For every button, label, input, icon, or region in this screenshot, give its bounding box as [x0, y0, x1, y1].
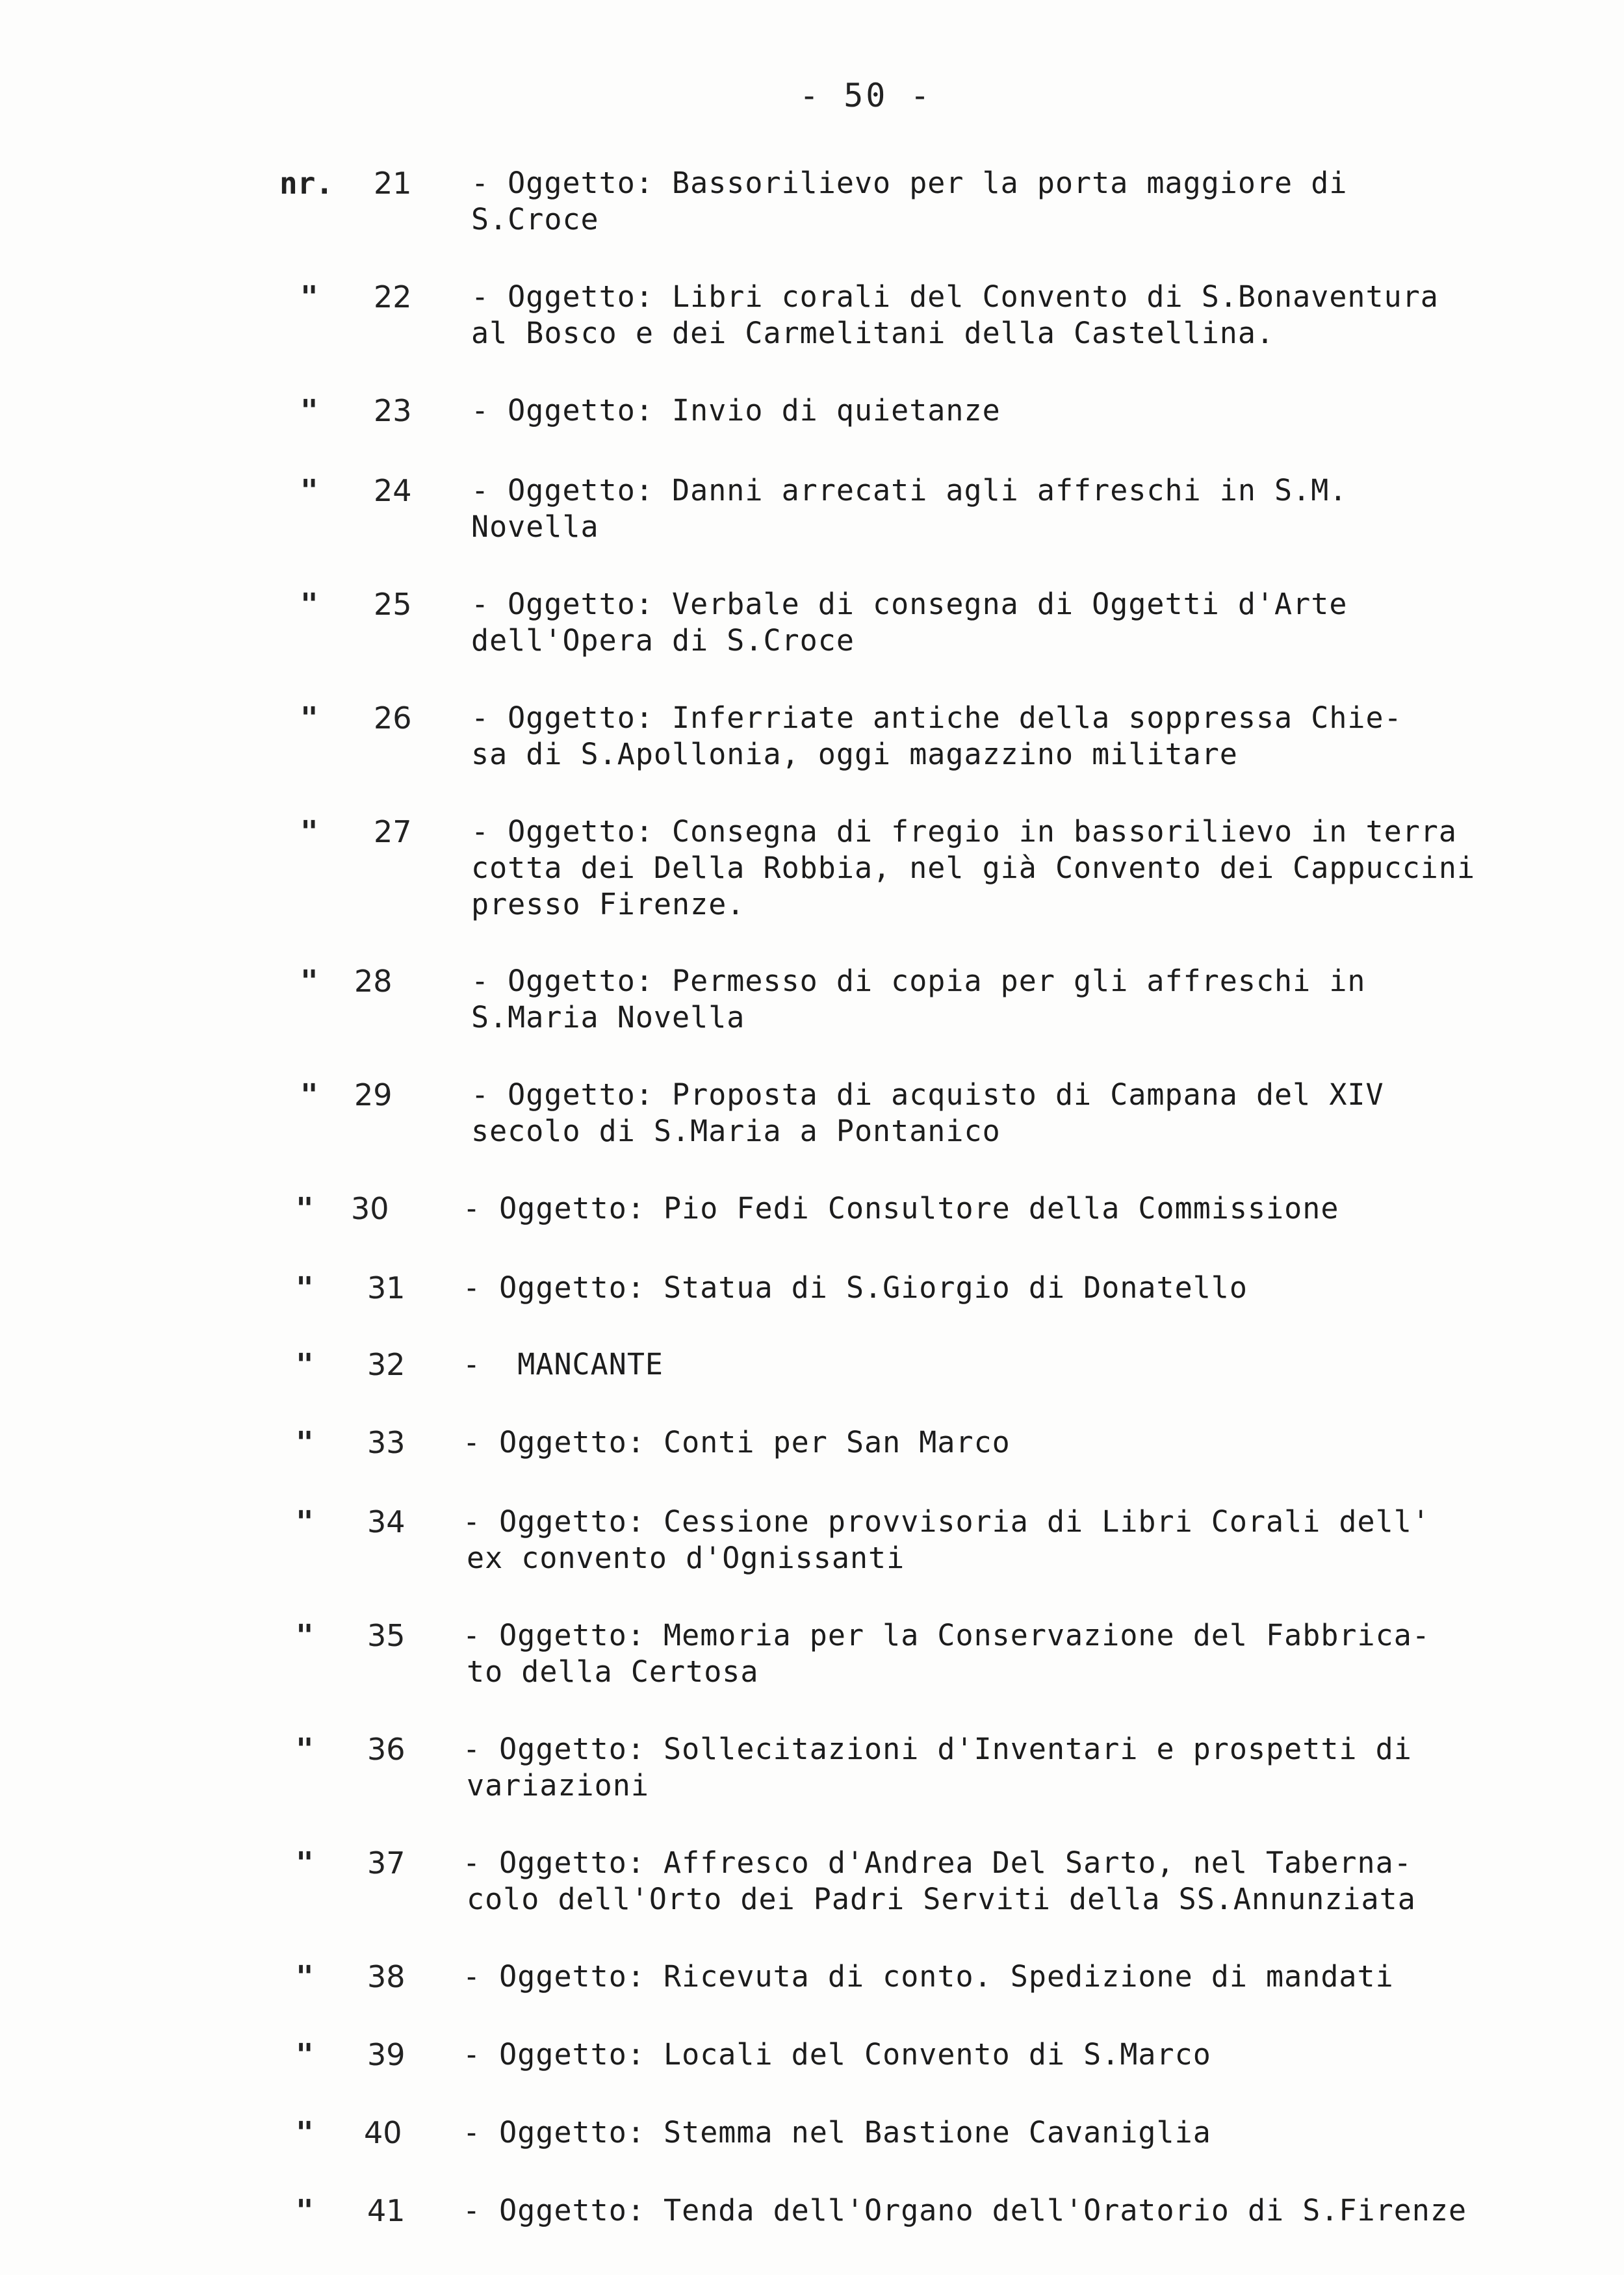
entry-subject: - Oggetto: Libri corali del Convento di S.Bonaventura — [471, 279, 1439, 314]
ditto-mark: " — [296, 1191, 314, 1226]
entry-subject-continuation: cotta dei Della Robbia, nel già Convento dei Cappuccini — [471, 851, 1476, 885]
entry-subject: - Oggetto: Affresco d'Andrea Del Sarto, nel Taberna- — [463, 1845, 1412, 1880]
entry-number: 24 — [374, 473, 412, 508]
ditto-mark: " — [300, 587, 318, 622]
entry-number: 36 — [367, 1732, 406, 1767]
ditto-mark: " — [296, 1270, 314, 1305]
entry-subject: - Oggetto: Stemma nel Bastione Cavaniglia — [463, 2115, 1211, 2150]
entry-number: 21 — [374, 166, 412, 201]
entry-subject: - Oggetto: Locali del Convento di S.Marco — [463, 2037, 1211, 2072]
entry-subject: - MANCANTE — [463, 1347, 664, 1382]
entry-number: 27 — [374, 814, 412, 849]
entry-subject: - Oggetto: Memoria per la Conservazione del Fabbrica- — [463, 1618, 1430, 1652]
ditto-mark: " — [296, 1347, 314, 1382]
entry-number: 38 — [367, 1959, 406, 1994]
entry-subject-continuation: variazioni — [467, 1768, 649, 1803]
entry-number: 23 — [374, 393, 412, 428]
ditto-mark: " — [296, 2115, 314, 2150]
entry-subject-continuation: S.Maria Novella — [471, 1000, 745, 1035]
ditto-mark: " — [296, 2037, 314, 2072]
ditto-mark: " — [296, 1732, 314, 1767]
entry-number: 39 — [367, 2037, 406, 2072]
entry-number: 22 — [374, 279, 412, 315]
entry-subject-continuation: sa di S.Apollonia, oggi magazzino militare — [471, 737, 1238, 771]
entry-subject: - Oggetto: Statua di S.Giorgio di Donatello — [463, 1270, 1248, 1305]
entry-number: 31 — [367, 1270, 406, 1305]
entry-number: 28 — [354, 964, 393, 999]
ditto-mark: " — [300, 1077, 318, 1112]
entry-number: 33 — [367, 1425, 406, 1460]
ditto-mark: " — [300, 814, 318, 849]
entry-subject-continuation: dell'Opera di S.Croce — [471, 623, 855, 658]
ditto-mark: " — [296, 1504, 314, 1539]
entry-subject-continuation: presso Firenze. — [471, 887, 745, 921]
ditto-mark: " — [300, 700, 318, 736]
entry-number: 29 — [354, 1077, 393, 1112]
page-number: - 50 - — [799, 77, 933, 114]
entry-subject: - Oggetto: Invio di quietanze — [471, 393, 1001, 428]
ditto-mark: " — [300, 473, 318, 508]
entry-subject: - Oggetto: Tenda dell'Organo dell'Oratorio di S.Firenze — [463, 2193, 1467, 2228]
entry-subject-continuation: colo dell'Orto dei Padri Serviti della SS.Annunziata — [467, 1882, 1416, 1916]
entry-subject: - Oggetto: Sollecitazioni d'Inventari e prospetti di — [463, 1732, 1412, 1766]
entry-number: 35 — [367, 1618, 406, 1653]
entry-subject: - Oggetto: Pio Fedi Consultore della Commissione — [463, 1191, 1339, 1226]
entry-subject-continuation: to della Certosa — [467, 1654, 759, 1689]
entry-subject: - Oggetto: Danni arrecati agli affreschi in S.M. — [471, 473, 1348, 508]
entry-subject-continuation: al Bosco e dei Carmelitani della Castellina. — [471, 316, 1275, 350]
entry-subject-continuation: S.Croce — [471, 202, 599, 237]
entry-subject: - Oggetto: Bassorilievo per la porta maggiore di — [471, 166, 1348, 200]
ditto-mark: " — [296, 1959, 314, 1994]
entry-subject: - Oggetto: Cessione provvisoria di Libri Corali dell' — [463, 1504, 1430, 1539]
entry-subject: - Oggetto: Consegna di fregio in bassorilievo in terra — [471, 814, 1457, 849]
entry-subject-continuation: Novella — [471, 509, 599, 544]
entry-number: 32 — [367, 1347, 406, 1382]
entry-number: 34 — [367, 1504, 406, 1539]
entry-number: 41 — [367, 2193, 406, 2228]
entry-number: 26 — [374, 700, 412, 736]
entry-subject: - Oggetto: Conti per San Marco — [463, 1425, 1011, 1459]
entry-number: 30 — [351, 1191, 389, 1226]
entry-subject-continuation: secolo di S.Maria a Pontanico — [471, 1114, 1001, 1148]
entry-number: 37 — [367, 1845, 406, 1881]
entry-subject: - Oggetto: Ricevuta di conto. Spedizione di mandati — [463, 1959, 1394, 1994]
entry-number: 40 — [364, 2115, 402, 2150]
entry-subject: - Oggetto: Inferriate antiche della soppressa Chie- — [471, 700, 1402, 735]
entry-number: 25 — [374, 587, 412, 622]
ditto-mark: " — [296, 1425, 314, 1460]
entry-prefix-nr: nr. — [279, 166, 334, 201]
ditto-mark: " — [300, 393, 318, 428]
entry-subject: - Oggetto: Verbale di consegna di Oggetti d'Arte — [471, 587, 1348, 621]
entry-subject: - Oggetto: Permesso di copia per gli affreschi in — [471, 964, 1366, 998]
ditto-mark: " — [300, 964, 318, 999]
entry-subject-continuation: ex convento d'Ognissanti — [467, 1541, 905, 1575]
ditto-mark: " — [300, 279, 318, 315]
ditto-mark: " — [296, 1845, 314, 1881]
ditto-mark: " — [296, 1618, 314, 1653]
entry-subject: - Oggetto: Proposta di acquisto di Campana del XIV — [471, 1077, 1384, 1112]
ditto-mark: " — [296, 2193, 314, 2228]
